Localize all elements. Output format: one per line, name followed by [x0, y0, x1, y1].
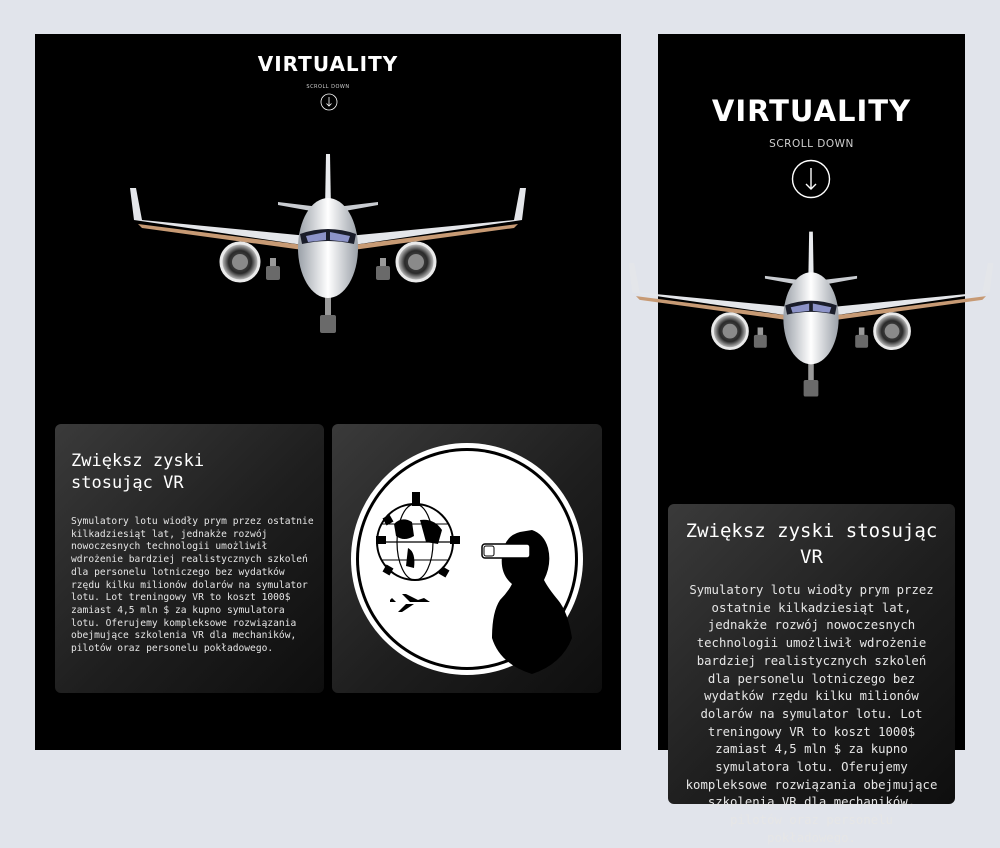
arrow-down-circle-icon[interactable]: [791, 159, 831, 199]
desktop-preview: [35, 34, 621, 750]
arrow-down-circle-icon[interactable]: [320, 93, 338, 111]
airplane-image: [125, 150, 531, 340]
brand-logo: VIRTUALITY: [257, 52, 399, 76]
illustration-card: [332, 424, 602, 693]
scroll-down-label: SCROLL DOWN: [769, 138, 854, 150]
card-body: Symulatory lotu wiodły prym przez ostatnie kilkadziesiąt lat, jednakże rozwój nowoczesnych technologii umożliwił wdrożenie bardziej realistycznych szkoleń dla personelu lotniczego bez wydatków rzędu kilku milionów dolarów na symulator lotu. Lot treningowy VR to koszt 1000$ zamiast 4,5 mln $ za kupno symulatora lotu. Oferujemy kompleksowe rozwiązania obejmujące szkolenia VR dla mechaników, pilotów oraz personelu pokładowego.: [71, 516, 314, 655]
vr-headset-globe-icon: [332, 424, 602, 693]
info-card: [55, 424, 324, 693]
card-title: Zwiększ zyski stosując VR: [685, 520, 938, 568]
info-card: [668, 504, 955, 845]
card-title: Zwiększ zyski stosując VR: [71, 451, 205, 493]
airplane-image: [626, 228, 996, 403]
mobile-preview: [658, 34, 965, 845]
scroll-down-label: SCROLL DOWN: [306, 84, 350, 90]
card-body: Symulatory lotu wiodły prym przez ostatnie kilkadziesiąt lat, jednakże rozwój nowoczesnych technologii umożliwił wdrożenie bardziej realistycznych szkoleń dla personelu lotniczego bez wydatków rzędu kilku milionów dolarów na symulator lotu. Lot treningowy VR to koszt 1000$ zamiast 4,5 mln $ za kupno symulatora lotu. Oferujemy kompleksowe rozwiązania obejmujące szkolenia VR dla mechaników, pilotów oraz personelu pokładowego.: [685, 583, 938, 845]
brand-logo: VIRTUALITY: [711, 94, 912, 128]
